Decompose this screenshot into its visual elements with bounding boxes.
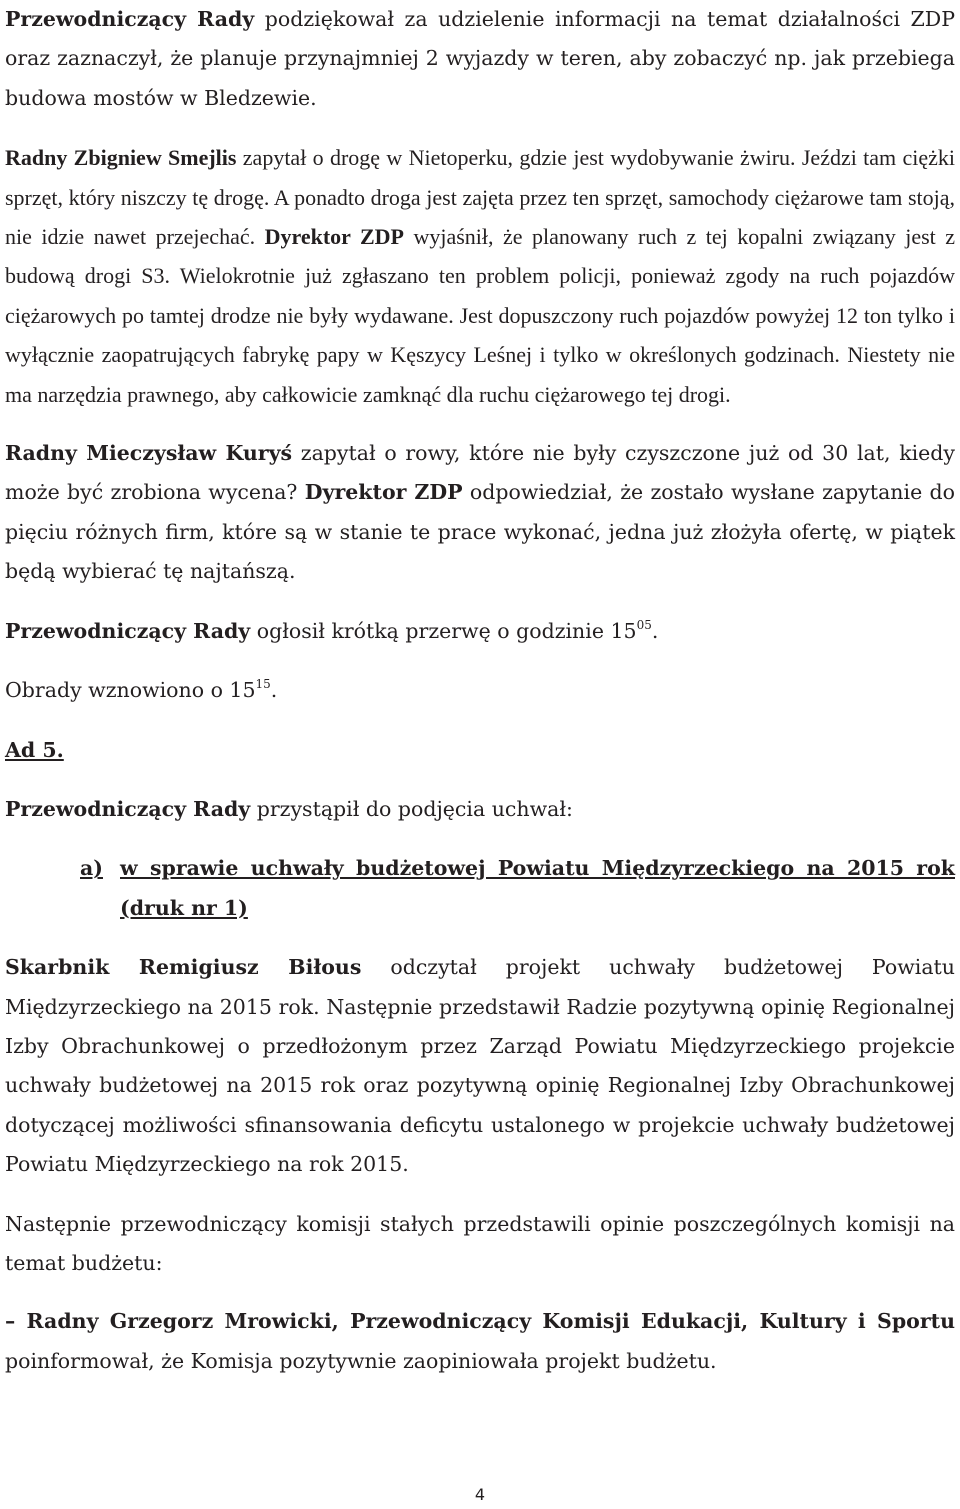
paragraph-text: wyjaśnił, że planowany ruch z tej kopalni związany jest z budową drogi S3. Wielokrotnie już zgłaszano ten problem policji, ponieważ zgody na ruch pojazdów ciężarowych po tamtej drodze nie były wydawane. Jest dopuszczony ruch pojazdów powyżej 12 ton tylko i wyłącznie zaopatrujących fabrykę papy w Kęszycy Leśnej i tylko w określonych godzinach. Niestety nie ma narzędzia prawnego, aby całkowicie zamknąć dla ruchu ciężarowego tej drogi. [5, 224, 955, 407]
paragraph-smejlis-question [5, 138, 955, 414]
paragraph-break-announcement [5, 612, 955, 651]
paragraph-treasurer [5, 948, 955, 1184]
paragraph-text: odczytał projekt uchwały budżetowej Powiatu Międzyrzeckiego na 2015 rok. Następnie przedstawił Radzie pozytywną opinię Regionalnej Izby Obrachunkowej o przedłożonym przez Zarząd Powiatu Międzyrzeckiego projekcie uchwały budżetowej na 2015 rok oraz pozytywną opinię Regionalnej Izby Obrachunkowej dotyczącej możliwości sfinansowania deficytu ustalonego w projekcie uchwały budżetowej Powiatu Międzyrzeckiego na rok 2015. [5, 955, 956, 1177]
paragraph-text: poinformował, że Komisja pozytywnie zaopiniowała projekt budżetu. [5, 1348, 717, 1373]
list-marker: a) [80, 856, 103, 881]
paragraph-text: Obrady wznowiono o 15 [5, 678, 256, 703]
speaker-name: Dyrektor ZDP [304, 480, 463, 505]
paragraph-end: . [270, 678, 278, 703]
paragraph-kurys-question [5, 434, 955, 592]
section-heading: Ad 5. [5, 737, 64, 762]
document-page [5, 0, 955, 1381]
speaker-name: – Radny Grzegorz Mrowicki, Przewodniczący Komisji Edukacji, Kultury i Sportu [5, 1309, 955, 1334]
speaker-name: Radny Zbigniew Smejlis [5, 145, 237, 171]
section-heading-ad5 [5, 731, 955, 770]
agenda-item-a [5, 849, 955, 928]
paragraph-text: zapytał o rowy, które nie były czyszczone już od 30 lat, kiedy może być zrobiona wycena? [5, 441, 956, 505]
paragraph-resumed [5, 671, 955, 710]
time-superscript: 05 [636, 617, 652, 632]
paragraph-text: podziękował za udzielenie informacji na temat działalności ZDP oraz zaznaczył, że planuje przynajmniej 2 wyjazdy w teren, aby zobaczyć np. jak przebiega budowa mostów w Bledzewie. [5, 7, 955, 110]
paragraph-text: odpowiedział, że zostało wysłane zapytanie do pięciu różnych firm, które są w stanie te prace wykonać, jedna już złożyła ofertę, w piątek będą wybierać tę najtańszą. [5, 480, 955, 584]
paragraph-chairman-thanks [5, 0, 955, 118]
speaker-name: Skarbnik Remigiusz Biłous [5, 955, 362, 980]
paragraph-mrowicki [5, 1302, 955, 1381]
paragraph-end: . [651, 618, 659, 643]
paragraph-resolutions-intro [5, 790, 955, 829]
speaker-name: Radny Mieczysław Kuryś [5, 441, 293, 466]
paragraph-text: ogłosił krótką przerwę o godzinie 15 [250, 618, 637, 643]
speaker-name: Dyrektor ZDP [264, 224, 404, 250]
page-number: 4 [474, 1485, 486, 1504]
paragraph-text: przystąpił do podjęcia uchwał: [250, 796, 573, 821]
paragraph-committees [5, 1205, 955, 1284]
paragraph-text: Następnie przewodniczący komisji stałych przedstawili opinie poszczególnych komisji na temat budżetu: [5, 1211, 955, 1275]
agenda-item-title: w sprawie uchwały budżetowej Powiatu Międzyrzeckiego na 2015 rok (druk nr 1) [120, 856, 955, 920]
paragraph-text: zapytał o drogę w Nietoperku, gdzie jest wydobywanie żwiru. Jeździ tam ciężki sprzęt, który niszczy tę drogę. A ponadto droga jest zajęta przez ten sprzęt, samochody ciężarowe tam stoją, nie idzie nawet przejechać. [5, 145, 955, 250]
speaker-name: Przewodniczący Rady [5, 796, 251, 821]
speaker-name: Przewodniczący Rady [5, 7, 255, 31]
speaker-name: Przewodniczący Rady [5, 618, 251, 643]
time-superscript: 15 [255, 677, 271, 692]
